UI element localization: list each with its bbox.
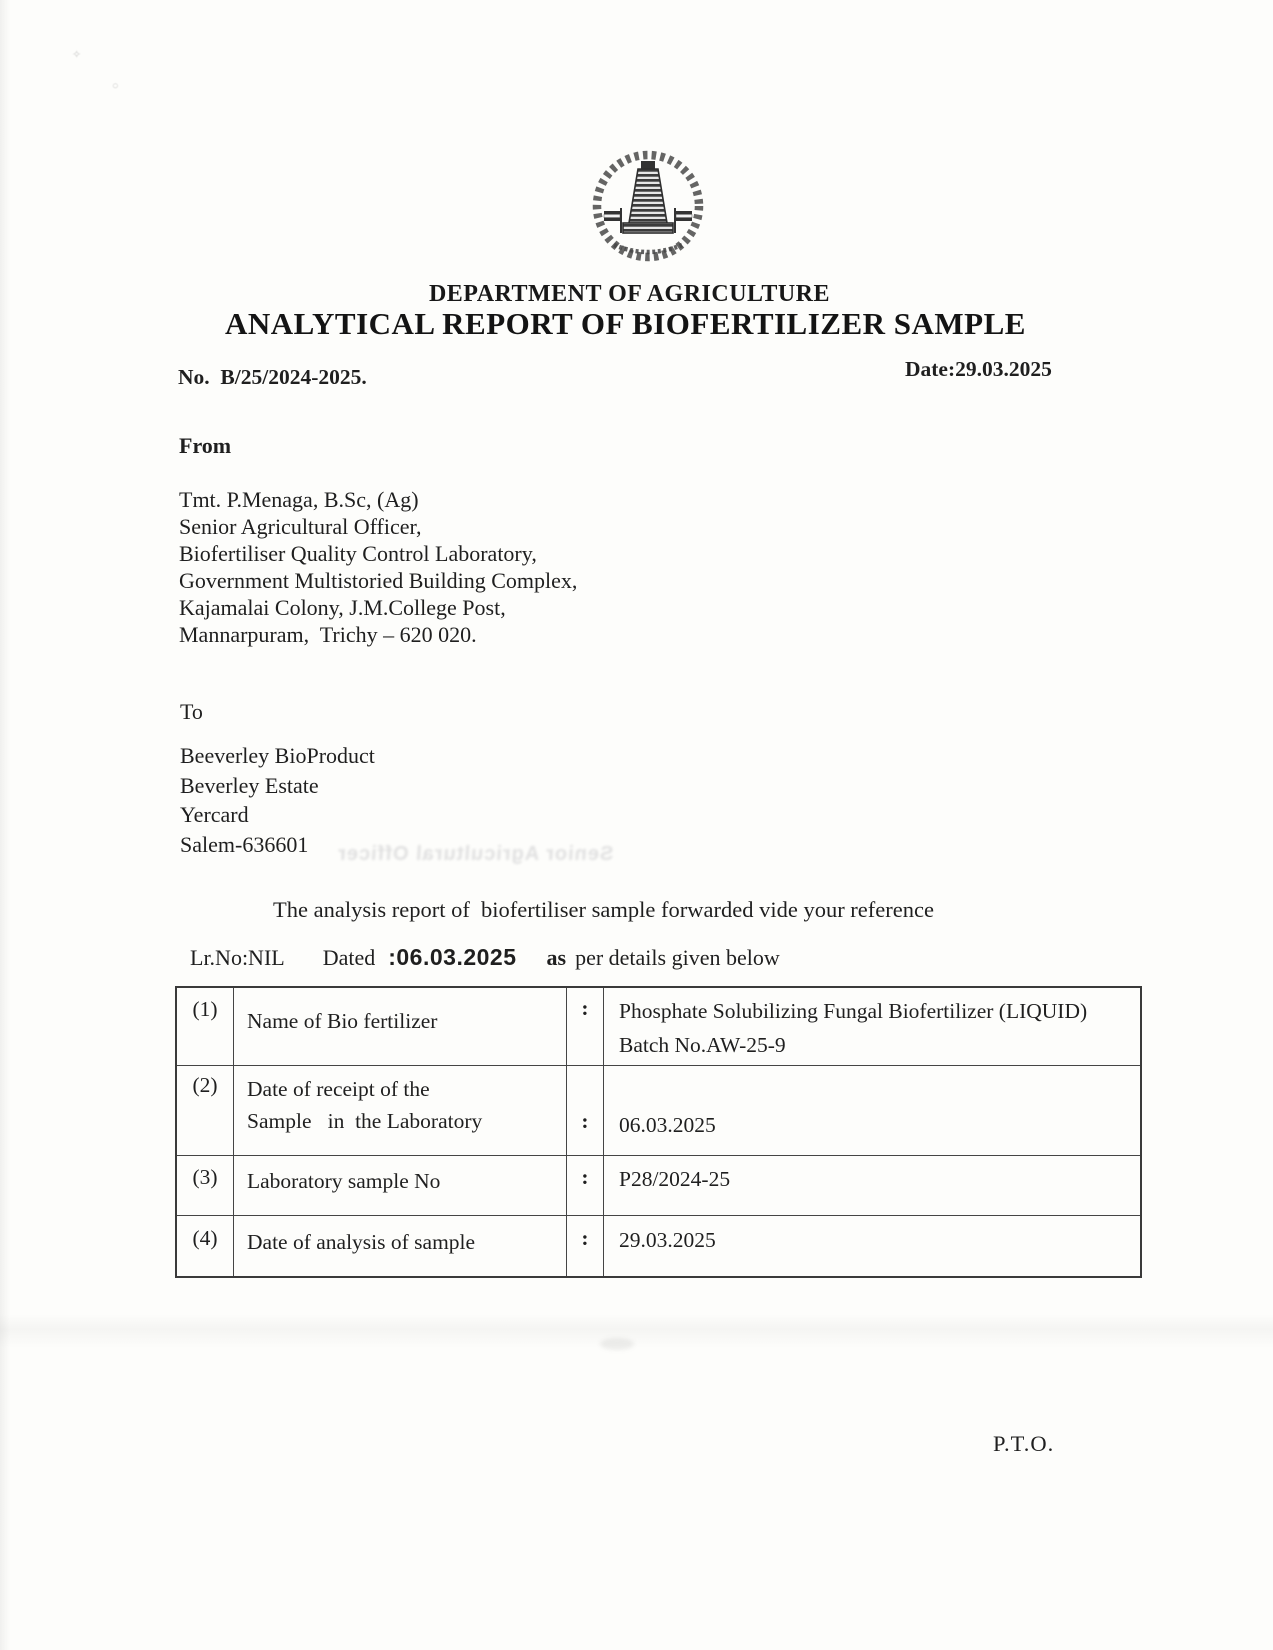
from-address-line: Biofertiliser Quality Control Laboratory, [179, 541, 537, 566]
row-value-line: Phosphate Solubilizing Fungal Biofertilizer (LIQUID) [619, 999, 1088, 1023]
scan-edge-shading [0, 0, 10, 1650]
row-colon: : [567, 1156, 604, 1216]
scan-speck: ○ [112, 80, 119, 92]
row-label-line: Date of analysis of sample [247, 1230, 476, 1254]
reference-number: No. B/25/2024-2025. [178, 365, 367, 389]
row-number: (1) [177, 988, 234, 1066]
from-address-block [179, 486, 577, 648]
from-address-line: Kajamalai Colony, J.M.College Post, [179, 595, 506, 620]
row-label [234, 1156, 567, 1216]
row-label-line: Date of receipt of the [247, 1077, 430, 1101]
row-label-line: Sample in the Laboratory [247, 1109, 483, 1133]
from-address-line: Government Multistoried Building Complex, [179, 568, 578, 593]
to-address-line: Beverley Estate [180, 772, 319, 798]
to-address-line: Beeverley BioProduct [180, 743, 375, 768]
as-word: as [546, 945, 567, 970]
row-number: (3) [177, 1156, 234, 1216]
pto-note: P.T.O. [993, 1431, 1055, 1456]
row-value-line: P28/2024-25 [619, 1167, 731, 1191]
intro-paragraph: The analysis report of biofertiliser sample forwarded vide your reference [273, 897, 934, 922]
from-address-line: Tmt. P.Menaga, B.Sc, (Ag) [179, 487, 419, 512]
row-label [234, 1216, 567, 1276]
ref-line-suffix: per details given below [575, 945, 780, 970]
row-value [604, 988, 1140, 1066]
row-value [604, 1066, 1140, 1156]
row-value-line: Batch No.AW-25-9 [619, 1033, 786, 1057]
scan-smudge [600, 1338, 634, 1350]
to-address-line: Yercard [180, 802, 249, 827]
report-date: Date:29.03.2025 [905, 357, 1052, 381]
tamil-nadu-government-emblem-icon [586, 149, 710, 269]
to-address-line: Salem-636601 [180, 831, 309, 857]
dated-label: Dated [322, 945, 376, 970]
row-label [234, 988, 567, 1066]
from-address-line: Senior Agricultural Officer, [179, 514, 422, 539]
row-colon: : [567, 1216, 604, 1276]
department-heading: DEPARTMENT OF AGRICULTURE [428, 281, 831, 307]
scan-speck: ✧ [72, 49, 82, 61]
row-value-line: 29.03.2025 [619, 1228, 716, 1252]
from-label: From [179, 433, 232, 458]
scan-shadow-band [0, 1314, 1273, 1348]
reference-line [190, 944, 780, 971]
row-label-line: Name of Bio fertilizer [247, 1009, 438, 1033]
dated-value: :06.03.2025 [388, 944, 517, 970]
to-label: To [180, 699, 203, 724]
bleedthrough-ghost-text: Senior Agricultural Officer [336, 843, 615, 865]
row-number: (2) [177, 1066, 234, 1156]
from-address-line: Mannarpuram, Trichy – 620 020. [179, 622, 477, 647]
row-value [604, 1156, 1140, 1216]
lr-no: Lr.No:NIL [190, 945, 285, 970]
row-number: (4) [177, 1216, 234, 1276]
row-value-line: 06.03.2025 [619, 1113, 716, 1137]
report-title: ANALYTICAL REPORT OF BIOFERTILIZER SAMPLE [225, 306, 1026, 341]
row-label [234, 1066, 567, 1156]
row-label-line: Laboratory sample No [247, 1169, 441, 1193]
sample-details-table [175, 986, 1142, 1278]
to-address-block [180, 741, 375, 859]
row-value [604, 1216, 1140, 1276]
row-colon: : [567, 988, 604, 1066]
row-colon: : [567, 1066, 604, 1156]
